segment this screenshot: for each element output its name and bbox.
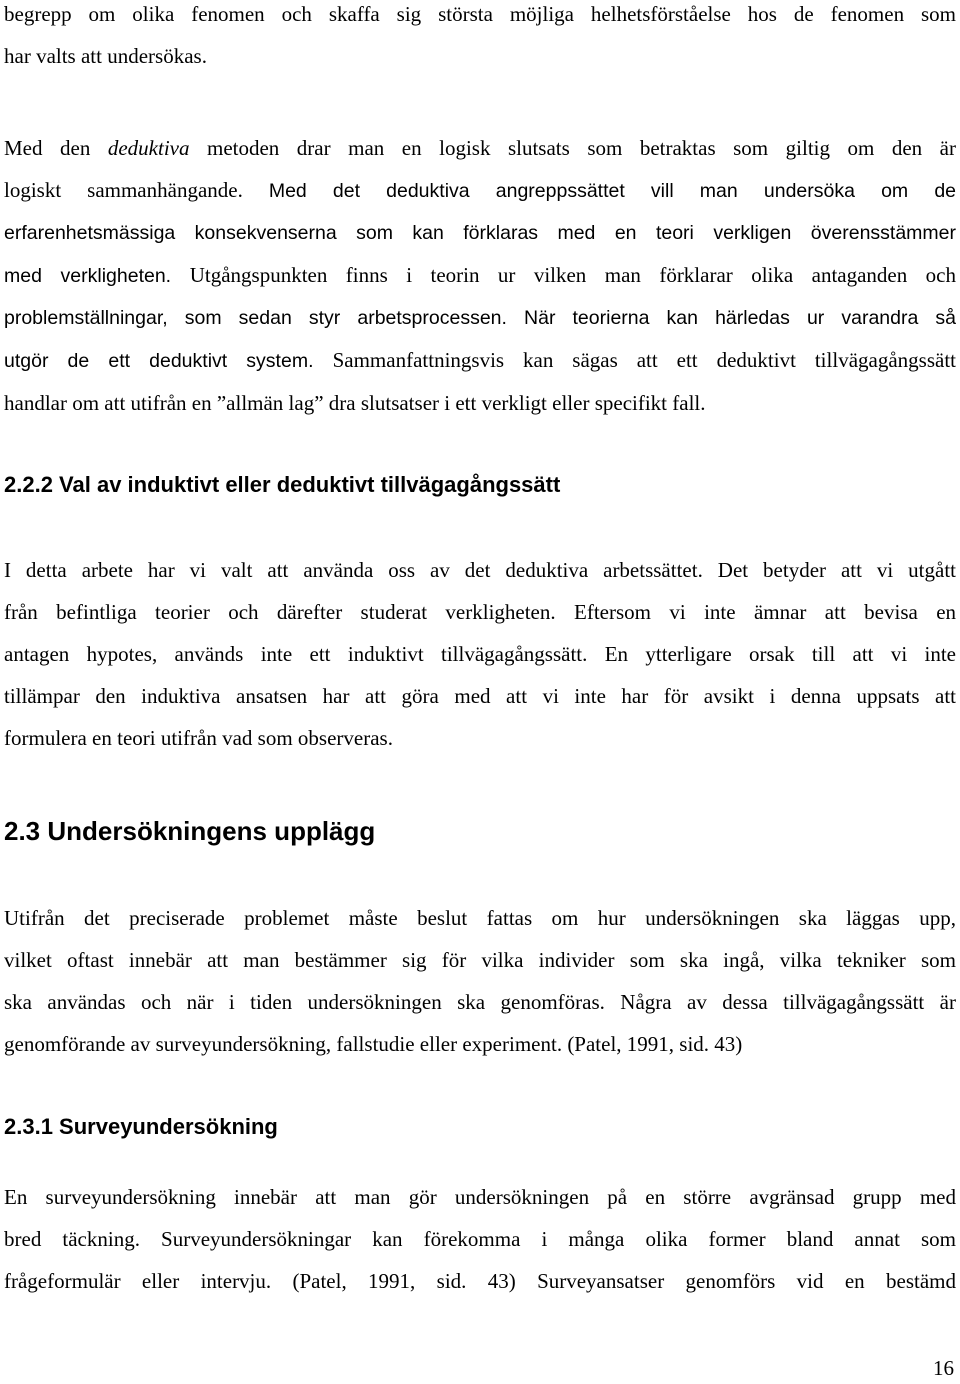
emphasis-deduktiva: deduktiva [107, 136, 190, 160]
text-line: handlar om att utifrån en ”allmän lag” dra slutsatser i ett verkligt eller specifikt fall. [4, 391, 706, 415]
section-heading-2-3: 2.3 Undersökningens upplägg [4, 816, 376, 846]
text-segment: Eftersom vi inte ämnar att bevisa en [574, 600, 957, 624]
text-segment: antagen hypotes, används inte ett induktivt tillvägagångssätt. [4, 642, 605, 666]
text-segment: utgör de ett deduktivt system. [4, 350, 333, 372]
text-segment: logiskt sammanhängande. [4, 178, 269, 202]
text-line: Utifrån det preciserade problemet måste beslut fattas om hur undersökningen ska läggas upp, [4, 906, 956, 930]
section-heading-2-2-2: 2.2.2 Val av induktivt eller deduktivt tillvägagångssätt [4, 472, 561, 497]
text-line: har valts att undersökas. [4, 44, 207, 68]
text-segment: I detta arbete har vi valt att använda oss av det deduktiva arbetssättet. [4, 558, 718, 582]
text-line [4, 254, 956, 297]
text-line [4, 591, 956, 633]
text-segment: med verkligheten. [4, 265, 190, 287]
text-line [4, 633, 956, 675]
paragraph-survey [4, 1176, 956, 1302]
text-line: vilket oftast innebär att man bestämmer sig för vilka individer som ska ingå, vilka tekniker som [4, 948, 956, 972]
text-line: En surveyundersökning innebär att man gör undersökningen på en större avgränsad grupp med [4, 1185, 956, 1209]
text-line [4, 549, 956, 591]
section-heading-2-3-1: 2.3.1 Surveyundersökning [4, 1114, 278, 1139]
paragraph-choice-of-method [4, 549, 956, 759]
text-segment: En ytterligare orsak till att vi inte [604, 642, 956, 666]
text-line: problemställningar, som sedan styr arbetsprocessen. När teorierna kan härledas ur varandra så [4, 307, 956, 329]
text-segment: Utgångspunkten finns i teorin ur vilken man förklarar olika antaganden och [189, 263, 956, 287]
text-segment: Det betyder att vi utgått [717, 558, 956, 582]
text-line [4, 339, 956, 382]
text-segment: metoden drar man en logisk slutsats som betraktas som giltig om den är [189, 136, 956, 160]
paragraph-deductive-method [4, 127, 956, 424]
text-line: ska användas och när i tiden undersökningen ska genomföras. Några av dessa tillvägagångssätt är [4, 990, 956, 1014]
text-segment: Sammanfattningsvis kan sägas att ett deduktivt tillvägagångssätt [332, 348, 956, 372]
paragraph-study-design [4, 897, 956, 1065]
text-line: formulera en teori utifrån vad som observeras. [4, 726, 393, 750]
text-segment: från befintliga teorier och därefter studerat verkligheten. [4, 600, 575, 624]
text-line [4, 127, 956, 169]
text-line: frågeformulär eller intervju. (Patel, 1991, sid. 43) Surveyansatser genomförs vid en bestämd [4, 1269, 956, 1293]
text-line: bred täckning. Surveyundersökningar kan förekomma i många olika former bland annat som [4, 1227, 956, 1251]
text-segment: Med det deduktiva angreppssättet vill man undersöka om de [268, 180, 957, 202]
paragraph-continuation [4, 0, 956, 77]
text-line: genomförande av surveyundersökning, fallstudie eller experiment. (Patel, 1991, sid. 43) [4, 1032, 743, 1056]
text-segment: Med den [4, 136, 108, 160]
text-line: erfarenhetsmässiga konsekvenserna som kan förklaras med en teori verkligen överensstämmer [4, 222, 956, 244]
page-number: 16 [933, 1356, 954, 1380]
text-line: begrepp om olika fenomen och skaffa sig största möjliga helhetsförståelse hos de fenomen som [4, 2, 956, 26]
text-line [4, 169, 956, 212]
text-line: tillämpar den induktiva ansatsen har att göra med att vi inte har för avsikt i denna uppsats att [4, 684, 956, 708]
